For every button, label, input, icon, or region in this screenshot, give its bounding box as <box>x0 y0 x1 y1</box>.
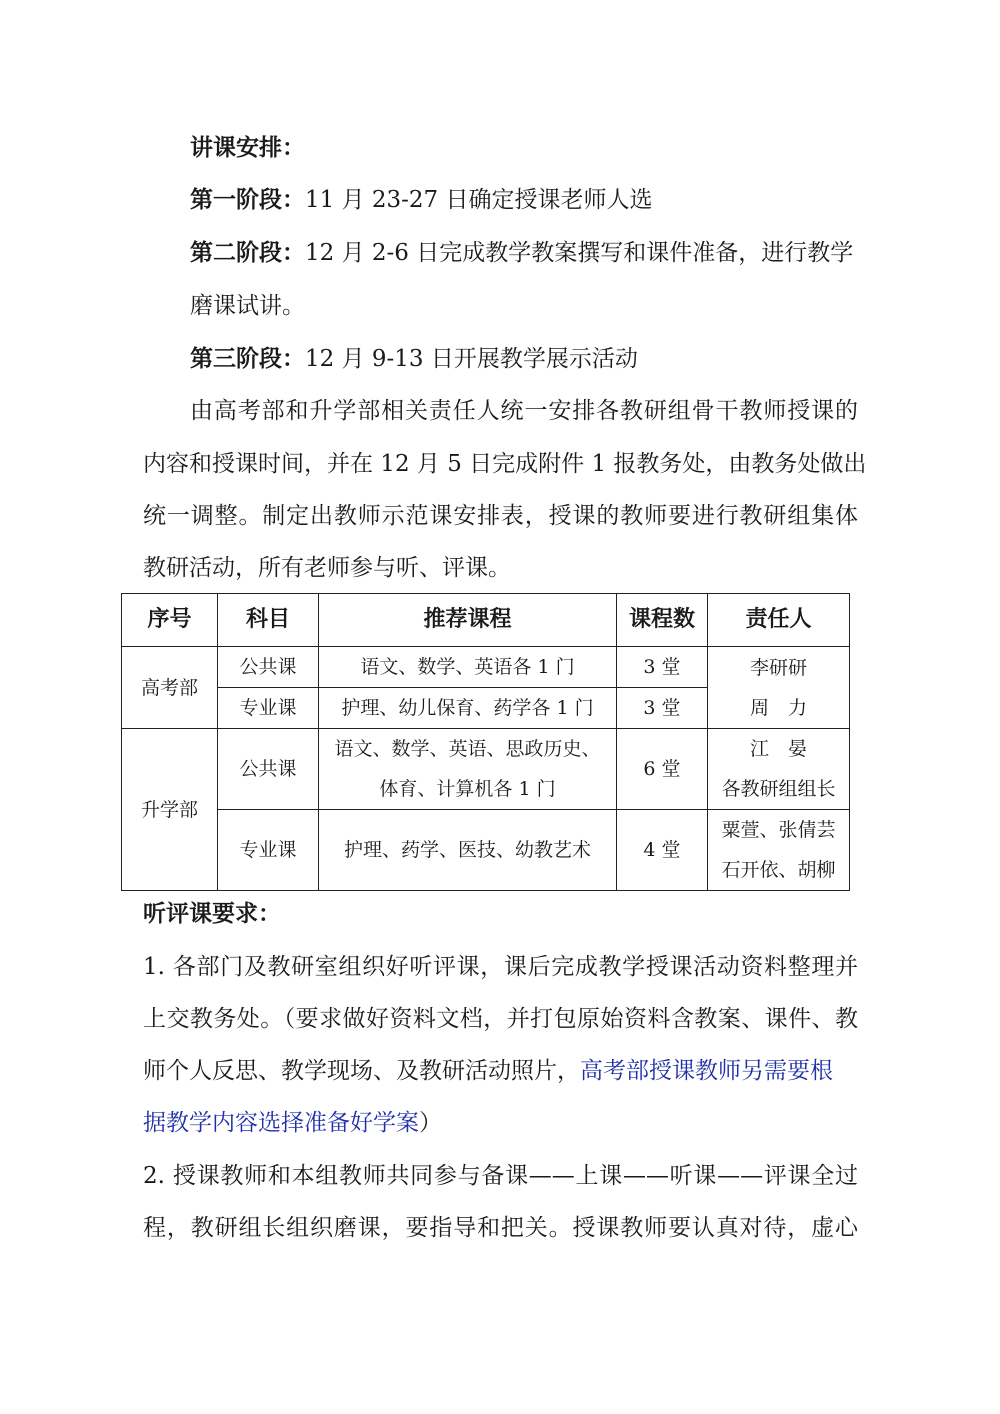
subject-cell: 专业课 <box>218 810 319 891</box>
arrangement-paragraph-line4: 教研活动，所有老师参与听、评课。 <box>143 555 511 581</box>
header-subject: 科目 <box>218 594 319 647</box>
requirement1-line3-text: 师个人反思、教学现场、及教研活动照片， <box>143 1058 580 1084</box>
responsible-name: 江 晏 <box>749 738 807 760</box>
requirement1-line1: 1. 各部门及教研室组织好听评课，课后完成教学授课活动资料整理并 <box>143 954 858 980</box>
subject-cell: 公共课 <box>218 647 319 688</box>
courses-cell: 护理、药学、医技、幼教艺术 <box>319 810 617 891</box>
count-cell: 3 堂 <box>617 688 708 729</box>
table-row <box>122 810 850 891</box>
header-index: 序号 <box>122 594 218 647</box>
responsible-name: 周 力 <box>749 696 807 719</box>
stage2-line <box>190 238 853 268</box>
subject-cell: 公共课 <box>218 729 319 810</box>
requirement1-line4 <box>143 1108 442 1138</box>
courses-line: 体育、计算机各 1 门 <box>379 778 556 800</box>
responsible-name: 各教研组组长 <box>721 778 836 800</box>
requirement1-close-paren: ） <box>419 1110 442 1136</box>
stage1-label: 第一阶段： <box>190 187 305 213</box>
count-cell: 6 堂 <box>617 729 708 810</box>
demo-lesson-table <box>121 593 850 891</box>
group-name-shengxue: 升学部 <box>122 729 218 891</box>
requirement1-line2: 上交教务处。（要求做好资料文档，并打包原始资料含教案、课件、教 <box>143 1006 858 1032</box>
group-name-gaokao: 高考部 <box>122 647 218 729</box>
arrangement-heading: 讲课安排： <box>190 135 305 161</box>
courses-cell <box>319 729 617 810</box>
header-responsible: 责任人 <box>708 594 850 647</box>
table-row <box>122 729 850 810</box>
stage2-label: 第二阶段： <box>190 240 305 266</box>
count-cell: 4 堂 <box>617 810 708 891</box>
stage3-text: 12 月 9-13 日开展教学展示活动 <box>305 346 638 372</box>
arrangement-paragraph-line2: 内容和授课时间，并在 12 月 5 日完成附件 1 报教务处，由教务处做出 <box>143 451 867 477</box>
stage2-text-continued: 磨课试讲。 <box>190 293 305 319</box>
responsible-name: 李研研 <box>749 656 807 679</box>
subject-cell: 专业课 <box>218 688 319 729</box>
stage3-label: 第三阶段： <box>190 346 305 372</box>
table-header-row <box>122 594 850 647</box>
requirement2-line1: 2. 授课教师和本组教师共同参与备课——上课——听课——评课全过 <box>143 1163 858 1189</box>
courses-line: 语文、数学、英语、思政历史、 <box>334 738 601 760</box>
arrangement-paragraph-line1: 由高考部和升学部相关责任人统一安排各教研组骨干教师授课的 <box>190 398 858 424</box>
courses-cell: 护理、幼儿保育、药学各 1 门 <box>319 688 617 729</box>
highlighted-requirement-text: 高考部授课教师另需要根 <box>580 1058 833 1084</box>
requirements-heading: 听评课要求： <box>143 901 281 927</box>
header-count: 课程数 <box>617 594 708 647</box>
responsible-cell <box>708 647 850 729</box>
arrangement-paragraph-line3: 统一调整。制定出教师示范课安排表，授课的教师要进行教研组集体 <box>143 503 858 529</box>
responsible-name: 石开依、胡柳 <box>721 859 836 881</box>
stage2-text: 12 月 2-6 日完成教学教案撰写和课件准备，进行教学 <box>305 240 854 266</box>
stage1-line <box>190 185 653 215</box>
responsible-cell <box>708 729 850 810</box>
table-row <box>122 647 850 688</box>
requirement1-line3 <box>143 1056 833 1086</box>
stage1-text: 11 月 23-27 日确定授课老师人选 <box>305 187 653 213</box>
requirement2-line2: 程，教研组长组织磨课，要指导和把关。授课教师要认真对待，虚心 <box>143 1215 858 1241</box>
responsible-cell <box>708 810 850 891</box>
highlighted-requirement-text: 据教学内容选择准备好学案 <box>143 1110 419 1136</box>
header-courses: 推荐课程 <box>319 594 617 647</box>
stage3-line <box>190 344 638 374</box>
courses-cell: 语文、数学、英语各 1 门 <box>319 647 617 688</box>
count-cell: 3 堂 <box>617 647 708 688</box>
responsible-name: 粟萱、张倩芸 <box>721 819 836 841</box>
